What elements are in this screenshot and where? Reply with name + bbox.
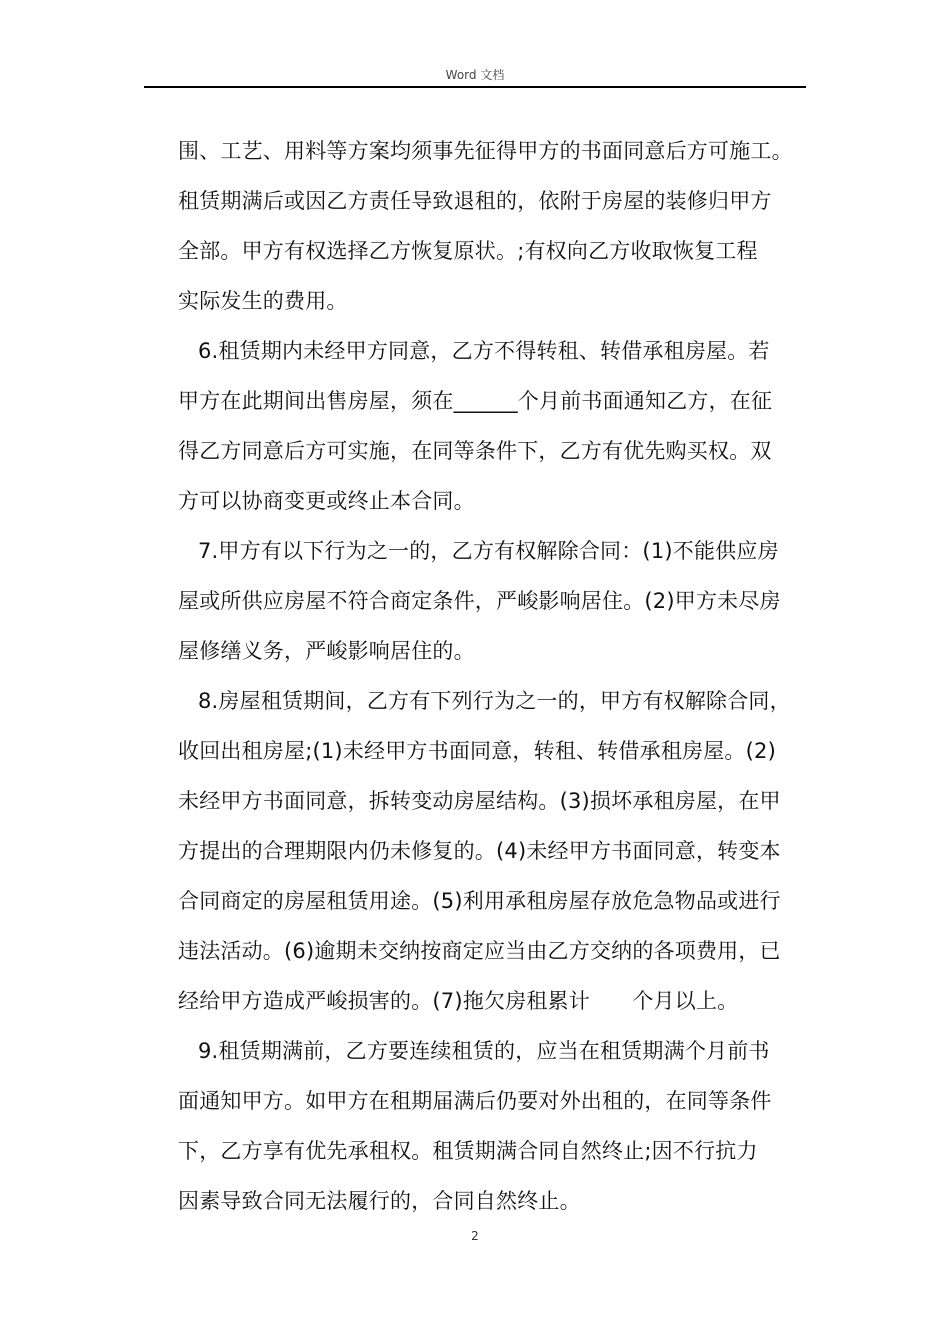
text-line: 甲方在此期间出售房屋，须在______个月前书面通知乙方，在征	[178, 389, 773, 413]
text-line: 下，乙方享有优先承租权。租赁期满合同自然终止;因不行抗力	[178, 1139, 758, 1163]
text-line: 面通知甲方。如甲方在租期届满后仍要对外出租的，在同等条件	[178, 1089, 772, 1113]
text-line: 实际发生的费用。	[178, 289, 348, 313]
text-line: 未经甲方书面同意，拆转变动房屋结构。(3)损坏承租房屋，在甲	[178, 789, 781, 813]
text-line: 收回出租房屋;(1)未经甲方书面同意，转租、转借承租房屋。(2)	[178, 739, 776, 763]
paragraph-6-start: 6.租赁期内未经甲方同意，乙方不得转租、转借承租房屋。若	[198, 339, 770, 363]
paragraph-8-start: 8.房屋租赁期间，乙方有下列行为之一的，甲方有权解除合同，	[198, 689, 791, 713]
text-line: 经给甲方造成严峻损害的。(7)拖欠房租累计 个月以上。	[178, 989, 739, 1013]
text-line: 方提出的合理期限内仍未修复的。(4)未经甲方书面同意，转变本	[178, 839, 781, 863]
text-line: 得乙方同意后方可实施，在同等条件下，乙方有优先购买权。双	[178, 439, 772, 463]
document-body	[178, 126, 818, 1226]
text-line: 屋修缮义务，严峻影响居住的。	[178, 639, 475, 663]
page-number: 2	[471, 1229, 479, 1243]
text-line: 违法活动。(6)逾期未交纳按商定应当由乙方交纳的各项费用，已	[178, 939, 781, 963]
text-line: 围、工艺、用料等方案均须事先征得甲方的书面同意后方可施工。	[178, 139, 793, 163]
text-line: 屋或所供应房屋不符合商定条件，严峻影响居住。(2)甲方未尽房	[178, 589, 781, 613]
paragraph-9-start: 9.租赁期满前，乙方要连续租赁的，应当在租赁期满个月前书	[198, 1039, 770, 1063]
text-line: 租赁期满后或因乙方责任导致退租的，依附于房屋的装修归甲方	[178, 189, 772, 213]
text-line: 因素导致合同无法履行的，合同自然终止。	[178, 1189, 581, 1213]
text-line: 方可以协商变更或终止本合同。	[178, 489, 475, 513]
text-line: 合同商定的房屋租赁用途。(5)利用承租房屋存放危急物品或进行	[178, 889, 781, 913]
header-divider	[144, 86, 806, 88]
page-header: Word 文档	[445, 68, 505, 82]
paragraph-7-start: 7.甲方有以下行为之一的，乙方有权解除合同：(1)不能供应房	[198, 539, 779, 563]
text-line: 全部。甲方有权选择乙方恢复原状。;有权向乙方收取恢复工程	[178, 239, 758, 263]
